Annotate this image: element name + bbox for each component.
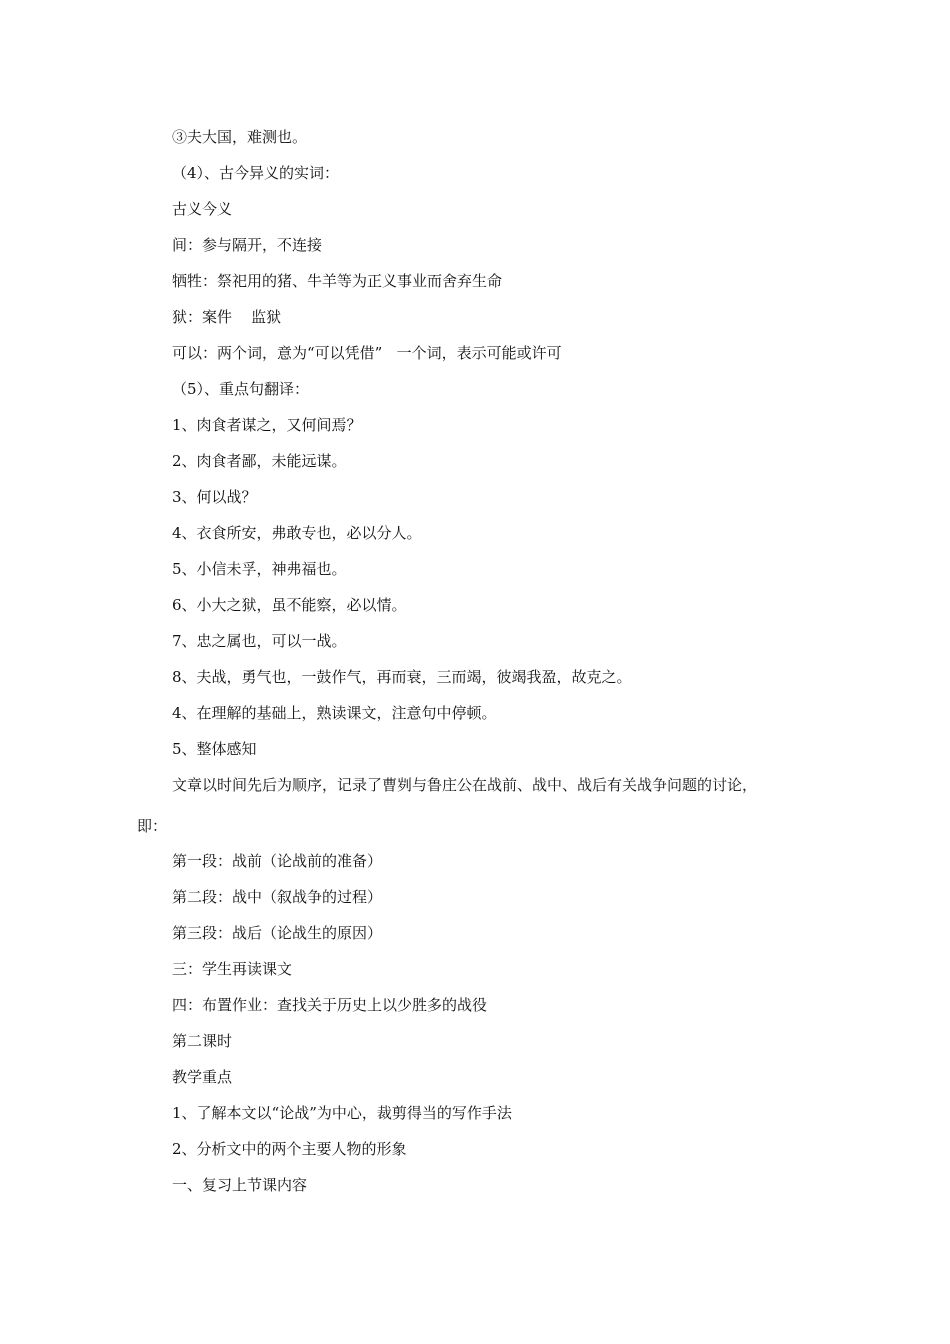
section-heading: （4）、古今异义的实词： — [172, 164, 340, 182]
section-heading: 一、复习上节课内容 — [172, 1176, 308, 1194]
list-item: 6、小大之狱，虽不能察，必以情。 — [172, 596, 407, 614]
text-line: 第二段：战中（叙战争的过程） — [172, 888, 383, 906]
paragraph-line: 文章以时间先后为顺序，记录了曹刿与鲁庄公在战前、战中、战后有关战争问题的讨论， — [172, 776, 758, 794]
list-item: 5、小信未孚，神弗福也。 — [172, 560, 347, 578]
section-heading: 三：学生再读课文 — [172, 960, 293, 978]
text-line: 间：参与隔开，不连接 — [172, 236, 323, 254]
list-item: 2、肉食者鄙，未能远谋。 — [172, 452, 347, 470]
section-heading: 教学重点 — [172, 1068, 233, 1086]
list-item: 3、何以战？ — [172, 488, 257, 506]
section-heading: （5）、重点句翻译： — [172, 380, 310, 398]
text-line: 第三段：战后（论战生的原因） — [172, 924, 383, 942]
text-line: ③夫大国，难测也。 — [172, 128, 308, 146]
text-line: 第一段：战前（论战前的准备） — [172, 852, 383, 870]
text-line: 4、在理解的基础上，熟读课文，注意句中停顿。 — [172, 704, 497, 722]
paragraph-continuation: 即： — [137, 817, 168, 835]
text-line: 牺牲：祭祀用的猪、牛羊等为正义事业而舍弃生命 — [172, 272, 503, 290]
text-line: 可以：两个词，意为“可以凭借” 一个词，表示可能或许可 — [172, 344, 562, 362]
text-line: 狱：案件 监狱 — [172, 308, 282, 326]
section-heading: 四：布置作业：查找关于历史上以少胜多的战役 — [172, 996, 488, 1014]
list-item: 4、衣食所安，弗敢专也，必以分人。 — [172, 524, 422, 542]
list-item: 8、夫战，勇气也，一鼓作气，再而衰，三而竭，彼竭我盈，故克之。 — [172, 668, 632, 686]
list-item: 2、分析文中的两个主要人物的形象 — [172, 1140, 407, 1158]
text-line: 古义今义 — [172, 200, 233, 218]
list-item: 1、了解本文以“论战”为中心，裁剪得当的写作手法 — [172, 1104, 512, 1122]
list-item: 7、忠之属也，可以一战。 — [172, 632, 347, 650]
section-heading: 5、整体感知 — [172, 740, 257, 758]
list-item: 1、肉食者谋之，又何间焉？ — [172, 416, 362, 434]
section-heading: 第二课时 — [172, 1032, 233, 1050]
